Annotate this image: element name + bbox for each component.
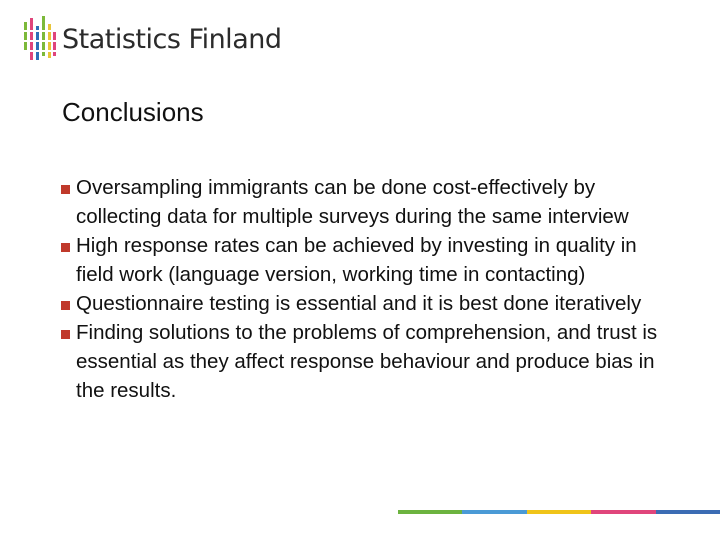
stripe-segment — [527, 510, 591, 514]
bullet-text: Questionnaire testing is essential and it is best done iteratively — [76, 292, 642, 315]
square-bullet-icon — [61, 243, 70, 252]
stripe-segment — [591, 510, 655, 514]
stripe-segment — [656, 510, 720, 514]
statistics-finland-logo — [22, 16, 282, 64]
stripe-segment — [398, 510, 462, 514]
bullet-item — [60, 231, 670, 289]
bullet-text: Oversampling immigrants can be done cost-effectively by collecting data for multiple surveys during the same interview — [76, 176, 629, 228]
bullet-text: High response rates can be achieved by investing in quality in field work (language version, working time in contacting) — [76, 234, 637, 286]
square-bullet-icon — [61, 301, 70, 310]
square-bullet-icon — [61, 185, 70, 194]
slide-title: Conclusions — [62, 97, 204, 127]
bullet-item — [60, 289, 670, 318]
stripe-segment — [462, 510, 526, 514]
square-bullet-icon — [61, 330, 70, 339]
bullet-item — [60, 173, 670, 231]
footer-color-stripe — [398, 510, 720, 514]
bullet-item — [60, 318, 670, 405]
statistics-finland-logo-mark-icon — [22, 16, 58, 62]
bullet-text: Finding solutions to the problems of comprehension, and trust is essential as they affect response behaviour and produce bias in the results. — [76, 321, 658, 402]
logo-text: Statistics Finland — [62, 24, 282, 55]
bullet-list — [60, 173, 670, 405]
